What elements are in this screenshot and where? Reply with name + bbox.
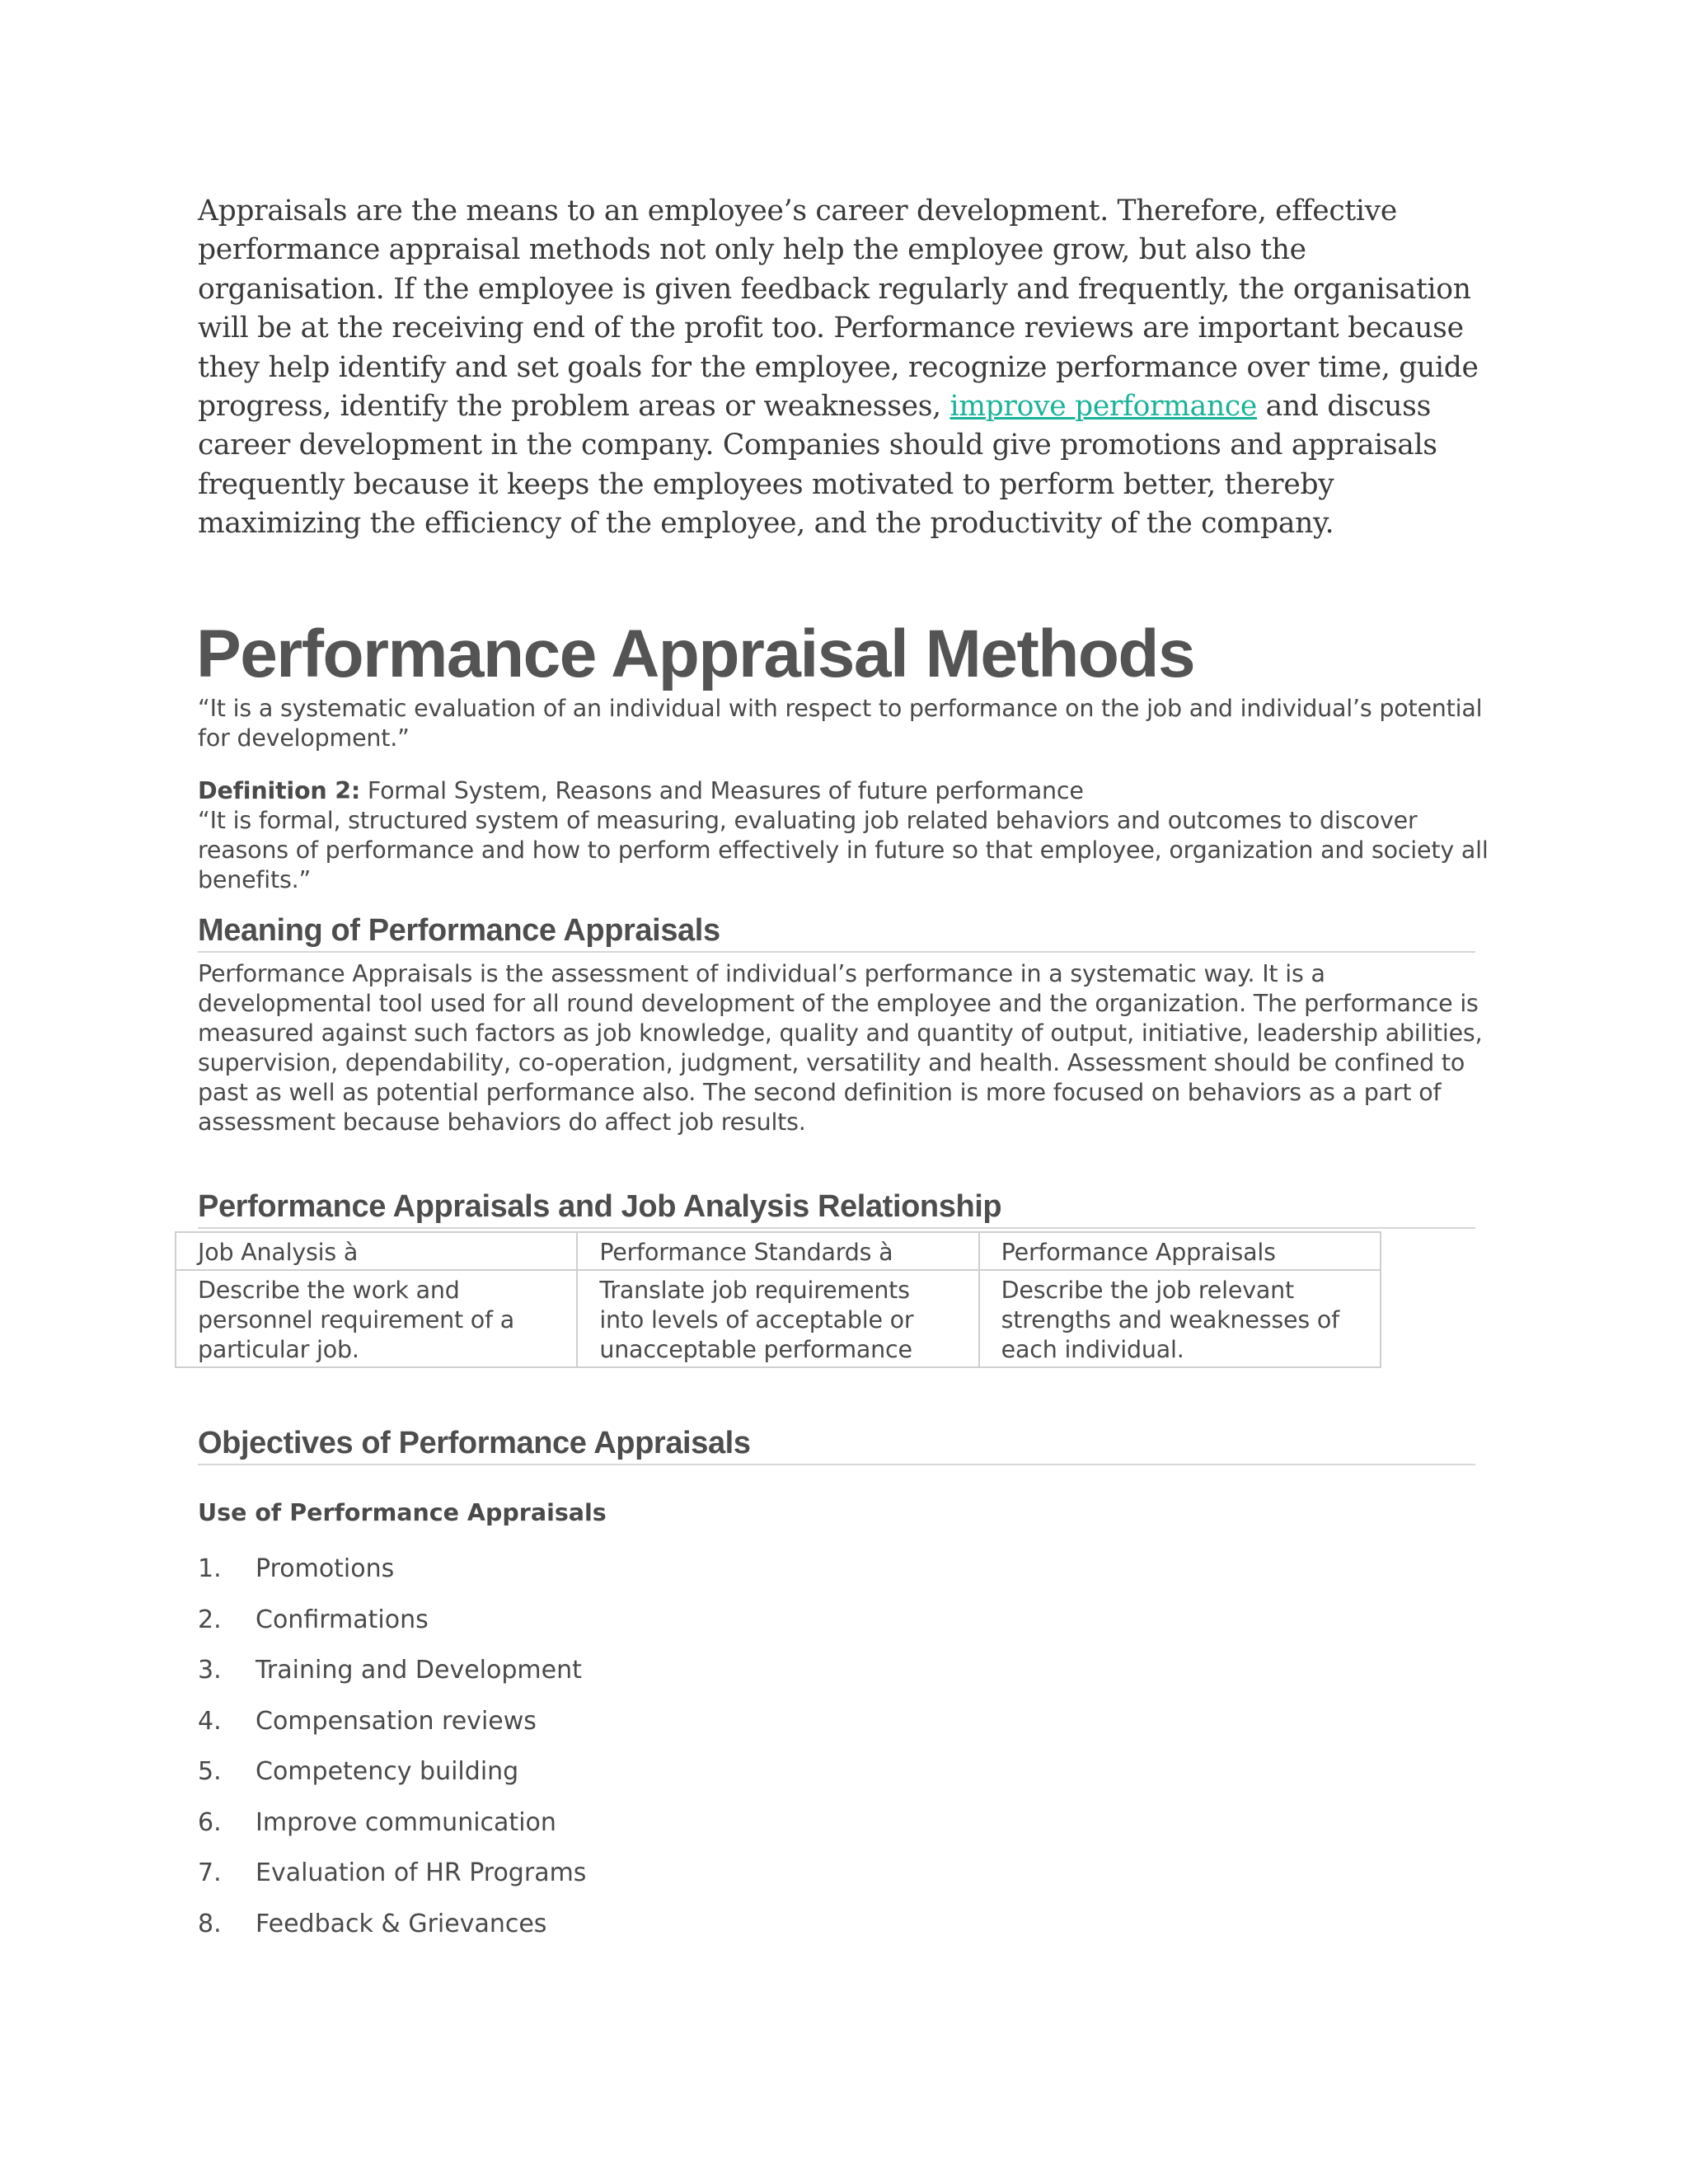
list-item — [198, 1858, 586, 1910]
definition-1-quote: “It is a systematic evaluation of an individual with respect to performance on the job and individual’s potential for development.” — [198, 695, 1483, 752]
list-item-number: 3. — [198, 1656, 222, 1685]
table-cell: Describe the work and personnel requirement of a particular job. — [176, 1270, 577, 1367]
list-item-text: Improve communication — [256, 1807, 556, 1837]
page-title: Performance Appraisal Methods — [196, 616, 1195, 691]
list-item-text: Confirmations — [256, 1605, 429, 1634]
intro-text-after-link: and discuss career development in the company. Companies should give promotions and appraisals frequently because it keeps the employees motivated to perform better, thereby maximizing the efficiency of the employee, and the productivity of the company. — [198, 390, 1437, 541]
list-item-text: Promotions — [256, 1554, 395, 1583]
table-row — [176, 1270, 1381, 1367]
list-item — [198, 1707, 586, 1758]
list-item — [198, 1808, 586, 1859]
list-item-number: 7. — [198, 1858, 222, 1887]
list-item-text: Compensation reviews — [256, 1706, 537, 1736]
objectives-heading: Objectives of Performance Appraisals — [198, 1424, 1475, 1465]
table-cell: Translate job requirements into levels of acceptable or unacceptable performance — [577, 1270, 978, 1367]
definition-2-text: Formal System, Reasons and Measures of future performance — [360, 777, 1084, 804]
improve-performance-link[interactable]: improve performance — [950, 390, 1258, 424]
table-header-cell: Job Analysis à — [176, 1232, 577, 1270]
list-item — [198, 1910, 586, 1961]
definition-2-block — [198, 776, 1492, 895]
meaning-heading: Meaning of Performance Appraisals — [198, 912, 1475, 953]
list-item — [198, 1757, 586, 1808]
intro-text-before-link: Appraisals are the means to an employee’s career development. Therefore, effective performance appraisal methods not only help the employee grow, but also the organisation. If the employee is given feedback regularly and frequently, the organisation will be at the receiving end of the profit too. Performance reviews are important because they help identify and set goals for the employee, recognize performance over time, guide progress, identify the problem areas or weaknesses, — [198, 194, 1479, 424]
list-item-number: 5. — [198, 1757, 222, 1786]
table-header-row — [176, 1232, 1381, 1270]
list-item-number: 8. — [198, 1909, 222, 1938]
relationship-table — [175, 1231, 1381, 1368]
table-header-cell: Performance Standards à — [577, 1232, 978, 1270]
list-item-text: Competency building — [256, 1757, 519, 1786]
definition-2-label: Definition 2: — [198, 777, 361, 804]
list-item-number: 2. — [198, 1605, 222, 1634]
list-item — [198, 1656, 586, 1707]
list-item — [198, 1554, 586, 1605]
relationship-heading: Performance Appraisals and Job Analysis Relationship — [198, 1188, 1475, 1229]
uses-list — [198, 1554, 586, 1960]
intro-paragraph — [198, 192, 1484, 544]
uses-subheading: Use of Performance Appraisals — [198, 1499, 607, 1526]
list-item-number: 1. — [198, 1554, 222, 1583]
definition-2-line — [198, 776, 1492, 806]
meaning-body: Performance Appraisals is the assessment of individual’s performance in a systematic way. It is a developmental tool used for all round development of the employee and the organization. The performance is measured against such factors as job knowledge, quality and quantity of output, initiative, leadership abilities, supervision, dependability, co-operation, judgment, versatility and health. Assessment should be confined to past as well as potential performance also. The second definition is more focused on behaviors as a part of assessment because behaviors do affect job results. — [198, 960, 1483, 1136]
definition-2-quote: “It is formal, structured system of measuring, evaluating job related behaviors and outcomes to discover reasons of performance and how to perform effectively in future so that employee, organization and society all benefits.” — [198, 807, 1489, 893]
list-item-text: Training and Development — [256, 1656, 582, 1685]
table-header-cell: Performance Appraisals — [979, 1232, 1381, 1270]
list-item-text: Evaluation of HR Programs — [256, 1858, 587, 1887]
list-item-number: 4. — [198, 1706, 222, 1736]
list-item — [198, 1605, 586, 1657]
list-item-text: Feedback & Grievances — [256, 1909, 547, 1938]
table-cell: Describe the job relevant strengths and weaknesses of each individual. — [979, 1270, 1381, 1367]
list-item-number: 6. — [198, 1807, 222, 1837]
